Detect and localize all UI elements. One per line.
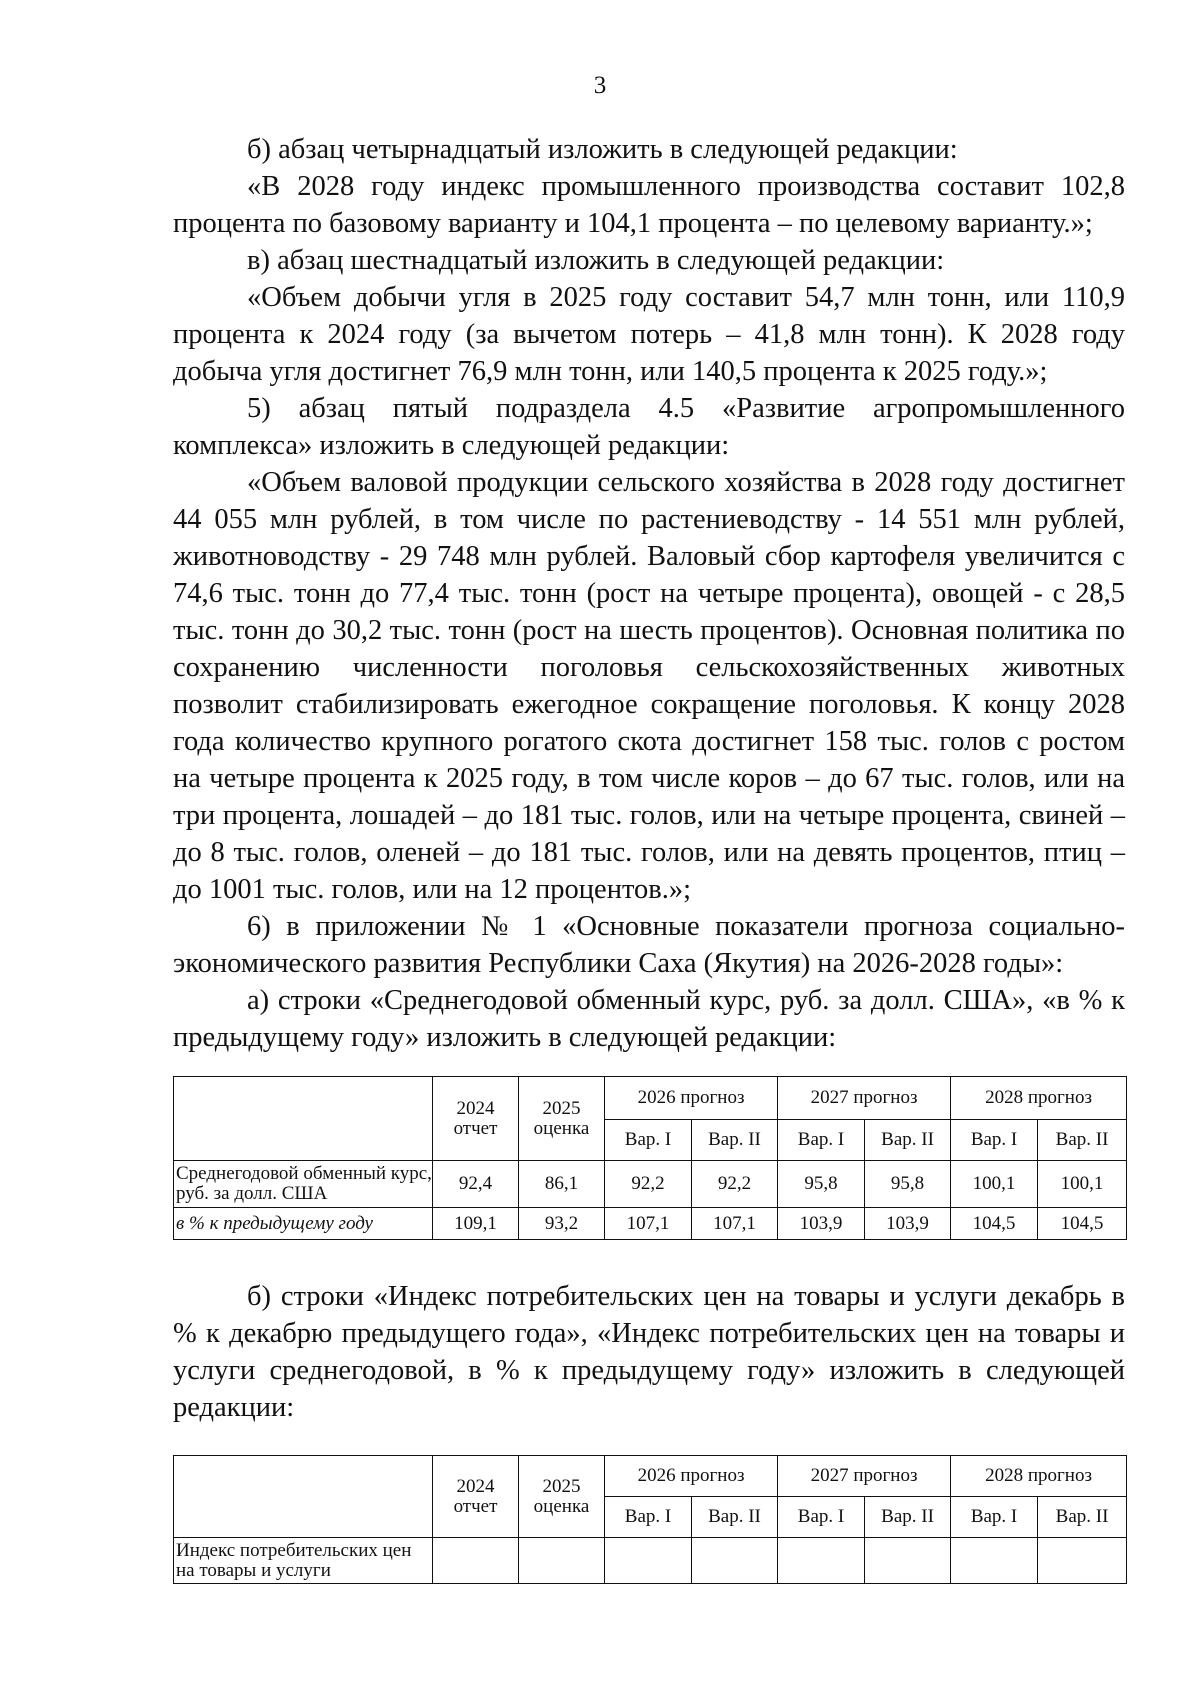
paragraph: б) строки «Индекс потребительских цен на товары и услуги декабрь в % к декабрю предыдущего года», «Индекс потребительских цен на товары и услуги среднегодовой, в % к предыдущему году» изложить в следующей редакции: xyxy=(173,1281,1125,1423)
paragraph: в) абзац шестнадцатый изложить в следующей редакции: xyxy=(247,245,945,276)
row-label: в % к предыдущему году xyxy=(174,1208,433,1240)
paragraph: 5) абзац пятый подраздела 4.5 «Развитие агропромышленного комплекса» изложить в следующей редакции: xyxy=(173,393,1125,461)
header-empty-cell xyxy=(174,1077,433,1161)
table-cell xyxy=(433,1538,519,1584)
header-var2: Вар. II xyxy=(1038,1497,1127,1538)
table-cell: 100,1 xyxy=(1038,1161,1127,1208)
exchange-rate-table xyxy=(173,1076,1127,1240)
header-var1: Вар. I xyxy=(778,1120,865,1161)
row-label: Индекс потребительских цен на товары и услуги xyxy=(174,1538,433,1584)
table-cell: 104,5 xyxy=(1038,1208,1127,1240)
header-2026-forecast: 2026 прогноз xyxy=(605,1456,778,1497)
row-label: Среднегодовой обменный курс, руб. за долл. США xyxy=(174,1161,433,1208)
table-row xyxy=(174,1538,1127,1584)
table-cell: 107,1 xyxy=(692,1208,778,1240)
table-cell: 100,1 xyxy=(951,1161,1038,1208)
table-cell: 103,9 xyxy=(778,1208,865,1240)
paragraph: а) строки «Среднегодовой обменный курс, руб. за долл. США», «в % к предыдущему году» изложить в следующей редакции: xyxy=(173,985,1125,1053)
table-cell xyxy=(778,1538,865,1584)
header-var1: Вар. I xyxy=(951,1497,1038,1538)
table-cell: 92,4 xyxy=(433,1161,519,1208)
header-2026-forecast: 2026 прогноз xyxy=(605,1077,778,1120)
header-var1: Вар. I xyxy=(605,1497,692,1538)
header-2028-forecast: 2028 прогноз xyxy=(951,1456,1127,1497)
header-var2: Вар. II xyxy=(692,1497,778,1538)
table-cell: 92,2 xyxy=(605,1161,692,1208)
header-2028-forecast: 2028 прогноз xyxy=(951,1077,1127,1120)
header-2027-forecast: 2027 прогноз xyxy=(778,1077,951,1120)
paragraph: 6) в приложении № 1 «Основные показатели прогноза социально-экономического развития Республики Саха (Якутия) на 2026-2028 годы»: xyxy=(173,911,1125,979)
header-2025: 2025 оценка xyxy=(519,1077,605,1161)
page-number: 3 xyxy=(593,72,607,99)
header-var2: Вар. II xyxy=(865,1497,951,1538)
paragraph: б) абзац четырнадцатый изложить в следующей редакции: xyxy=(247,134,958,165)
paragraph: «Объем добычи угля в 2025 году составит 54,7 млн тонн, или 110,9 процента к 2024 году (за вычетом потерь – 41,8 млн тонн). К 2028 году добыча угля достигнет 76,9 млн тонн, или 140,5 процента к 2025 году.»; xyxy=(173,282,1125,387)
table-cell xyxy=(519,1538,605,1584)
table-cell xyxy=(1038,1538,1127,1584)
header-2024: 2024 отчет xyxy=(433,1077,519,1161)
table-cell: 95,8 xyxy=(865,1161,951,1208)
table-cell xyxy=(865,1538,951,1584)
header-2027-forecast: 2027 прогноз xyxy=(778,1456,951,1497)
header-var2: Вар. II xyxy=(865,1120,951,1161)
table-cell: 93,2 xyxy=(519,1208,605,1240)
header-var1: Вар. I xyxy=(605,1120,692,1161)
header-var1: Вар. I xyxy=(778,1497,865,1538)
table-cell xyxy=(605,1538,692,1584)
header-var2: Вар. II xyxy=(1038,1120,1127,1161)
paragraph: «В 2028 году индекс промышленного производства составит 102,8 процента по базовому варианту и 104,1 процента – по целевому варианту.»; xyxy=(173,171,1125,239)
paragraph: «Объем валовой продукции сельского хозяйства в 2028 году достигнет 44 055 млн рублей, в том числе по растениеводству - 14 551 млн рублей, животноводству - 29 748 млн рублей. Валовый сбор картофеля увеличится с 74,6 тыс. тонн до 77,4 тыс. тонн (рост на четыре процента), овощей - с 28,5 тыс. тонн до 30,2 тыс. тонн (рост на шесть процентов). Основная политика по сохранению численности поголовья сельскохозяйственных животных позволит стабилизировать ежегодное сокращение поголовья. К концу 2028 года количество крупного рогатого скота достигнет 158 тыс. голов с ростом на четыре процента к 2025 году, в том числе коров – до 67 тыс. голов, или на три процента, лошадей – до 181 тыс. голов, или на четыре процента, свиней – до 8 тыс. голов, оленей – до 181 тыс. голов, или на девять процентов, птиц – до 1001 тыс. голов, или на 12 процентов.»; xyxy=(173,467,1125,905)
table-cell xyxy=(951,1538,1038,1584)
cpi-table xyxy=(173,1455,1127,1584)
header-var1: Вар. I xyxy=(951,1120,1038,1161)
header-2025: 2025 оценка xyxy=(519,1456,605,1538)
document-body xyxy=(173,131,1125,1056)
table-cell xyxy=(692,1538,778,1584)
table-cell: 95,8 xyxy=(778,1161,865,1208)
table-cell: 104,5 xyxy=(951,1208,1038,1240)
table-cell: 92,2 xyxy=(692,1161,778,1208)
header-empty-cell xyxy=(174,1456,433,1538)
header-2024: 2024 отчет xyxy=(433,1456,519,1538)
table-cell: 103,9 xyxy=(865,1208,951,1240)
table-cell: 107,1 xyxy=(605,1208,692,1240)
table-cell: 109,1 xyxy=(433,1208,519,1240)
table-row xyxy=(174,1208,1127,1240)
header-var2: Вар. II xyxy=(692,1120,778,1161)
table-row xyxy=(174,1161,1127,1208)
table-cell: 86,1 xyxy=(519,1161,605,1208)
